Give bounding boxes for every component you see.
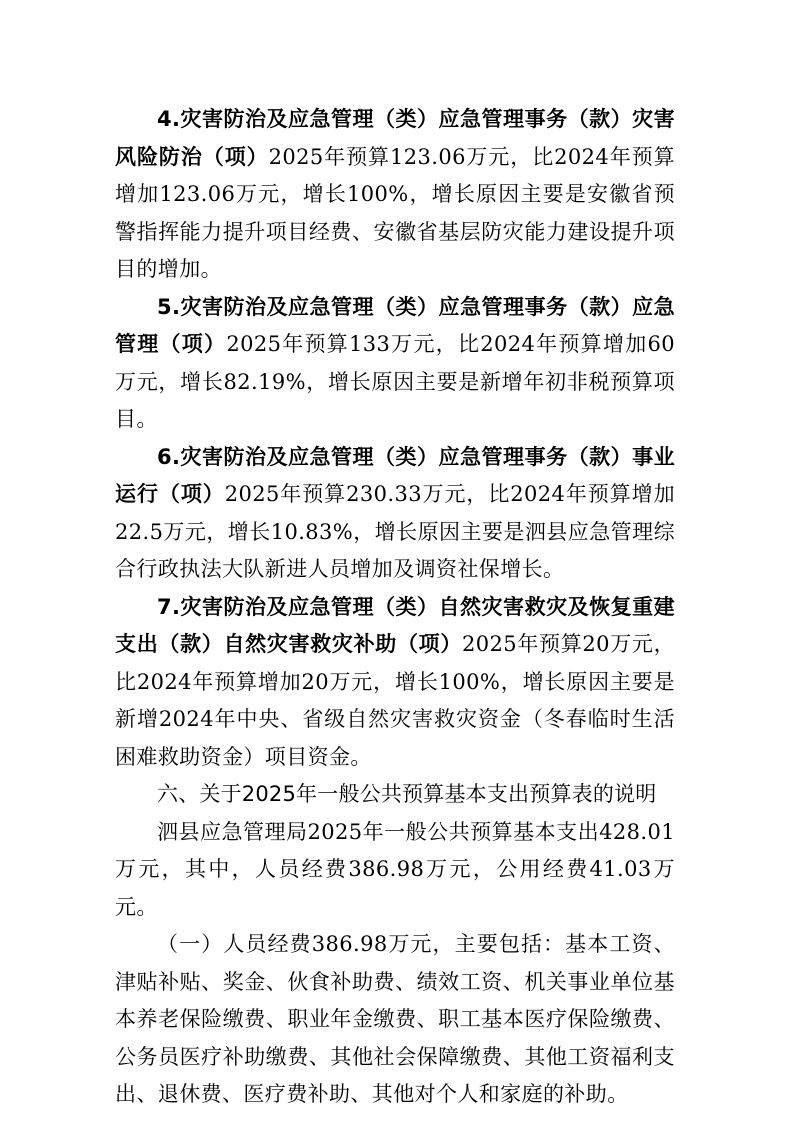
paragraph-item-7 bbox=[115, 589, 675, 777]
item-7-text: 2025年预算20万元，比2024年预算增加20万元，增长100%，增长原因主要是新增2024年中央、省级自然灾害救灾资金（冬春临时生活困难救助资金）项目资金。 bbox=[115, 632, 675, 769]
section-heading: 六、关于2025年一般公共预算基本支出预算表的说明 bbox=[157, 782, 657, 806]
personnel-paragraph: （一）人员经费386.98万元，主要包括：基本工资、津贴补贴、奖金、伙食补助费、绩效工资、机关事业单位基本养老保险缴费、职业年金缴费、职工基本医疗保险缴费、公务员医疗补助缴费、其他社会保障缴费、其他工资福利支出、退休费、医疗费补助、其他对个人和家庭的补助。 bbox=[115, 932, 675, 1106]
item-7-heading: 7.灾害防治及应急管理（类）自然灾害救灾及恢复重建支出（款）自然灾害救灾补助（项） bbox=[115, 594, 675, 656]
item-5-heading: 5.灾害防治及应急管理（类）应急管理事务（款）应急管理（项） bbox=[115, 294, 675, 356]
item-4-heading: 4.灾害防治及应急管理（类）应急管理事务（款）灾害风险防治（项） bbox=[115, 107, 675, 169]
paragraph-item-4 bbox=[115, 101, 675, 289]
item-6-text: 2025年预算230.33万元，比2024年预算增加22.5万元，增长10.83%，增长原因主要是泗县应急管理综合行政执法大队新进人员增加及调资社保增长。 bbox=[115, 482, 676, 581]
item-5-text: 2025年预算133万元，比2024年预算增加60万元，增长82.19%，增长原因主要是新增年初非税预算项目。 bbox=[115, 332, 675, 431]
item-4-text: 2025年预算123.06万元，比2024年预算增加123.06万元，增长100%，增长原因主要是安徽省预警指挥能力提升项目经费、安徽省基层防灾能力建设提升项目的增加。 bbox=[115, 144, 675, 281]
document-body bbox=[115, 101, 675, 1114]
paragraph-item-6 bbox=[115, 439, 675, 589]
summary-paragraph: 泗县应急管理局2025年一般公共预算基本支出428.01万元，其中，人员经费386.98万元，公用经费41.03万元。 bbox=[115, 819, 675, 919]
item-6-heading: 6.灾害防治及应急管理（类）应急管理事务（款）事业运行（项） bbox=[115, 444, 675, 506]
paragraph-item-5 bbox=[115, 289, 675, 439]
